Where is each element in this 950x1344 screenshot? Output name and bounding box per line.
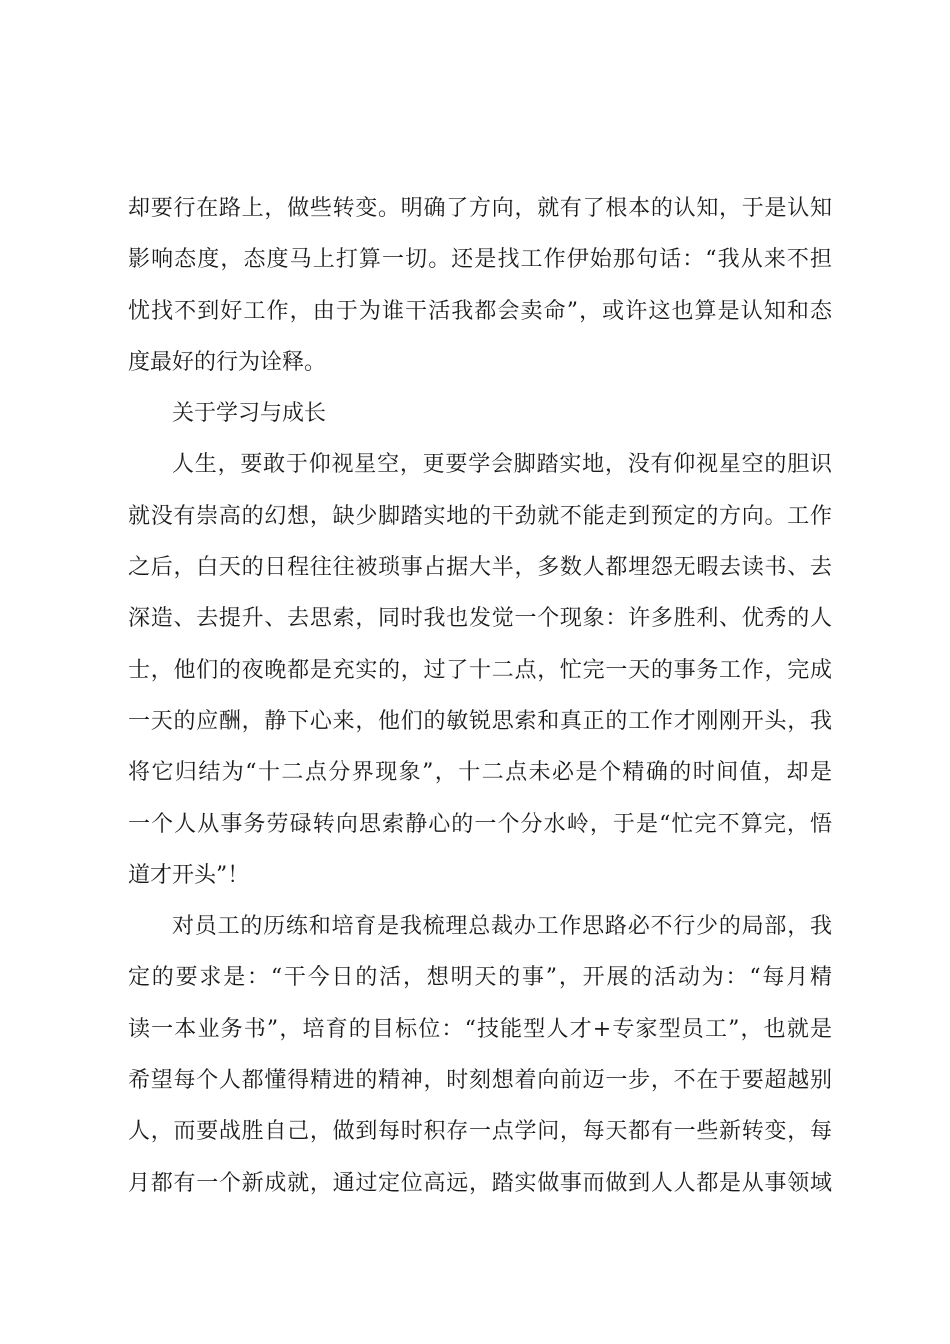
paragraph-line: 人生，要敢于仰视星空，更要学会脚踏实地，没有仰视星空的胆识: [172, 452, 832, 478]
paragraph-line: 希望每个人都懂得精进的精神，时刻想着向前迈一步，不在于要超越别: [128, 1068, 832, 1094]
paragraph-line: 读一本业务书”，培育的目标位：“技能型人才+专家型员工”，也就是: [128, 1016, 832, 1042]
paragraph-line: 深造、去提升、去思索，同时我也发觉一个现象：许多胜利、优秀的人: [128, 606, 832, 632]
paragraph-line: 度最好的行为诠释。: [128, 349, 327, 375]
paragraph-line: 就没有崇高的幻想，缺少脚踏实地的干劲就不能走到预定的方向。工作: [128, 503, 832, 529]
paragraph-line: 一天的应酬，静下心来，他们的敏锐思索和真正的工作才刚刚开头，我: [128, 708, 832, 734]
paragraph-line: 定的要求是：“干今日的活，想明天的事”，开展的活动为：“每月精: [128, 965, 832, 991]
document-body: [128, 183, 832, 1209]
paragraph-line: 对员工的历练和培育是我梳理总裁办工作思路必不行少的局部，我: [172, 914, 832, 940]
paragraph-line: 月都有一个新成就，通过定位高远，踏实做事而做到人人都是从事领域: [128, 1170, 832, 1196]
paragraph-line: 影响态度，态度马上打算一切。还是找工作伊始那句话：“我从来不担: [128, 247, 832, 273]
paragraph-line: 道才开头”！: [128, 862, 250, 888]
paragraph-3: [128, 901, 832, 1209]
paragraph-line: 将它归结为“十二点分界现象”，十二点未必是个精确的时间值，却是: [128, 760, 832, 786]
section-heading: 关于学习与成长: [172, 401, 327, 427]
paragraph-line: 人，而要战胜自己，做到每时积存一点学问，每天都有一些新转变，每: [128, 1119, 832, 1145]
paragraph-line: 一个人从事务劳碌转向思索静心的一个分水岭，于是“忙完不算完，悟: [128, 811, 832, 837]
paragraph-2: [128, 439, 832, 901]
paragraph-line: 士，他们的夜晚都是充实的，过了十二点，忙完一天的事务工作，完成: [128, 657, 832, 683]
paragraph-1: [128, 183, 832, 388]
paragraph-line: 之后，白天的日程往往被琐事占据大半，多数人都埋怨无暇去读书、去: [128, 555, 832, 581]
paragraph-line: 却要行在路上，做些转变。明确了方向，就有了根本的认知，于是认知: [128, 196, 832, 221]
paragraph-line: 忧找不到好工作，由于为谁干活我都会卖命”，或许这也算是认知和态: [128, 298, 832, 324]
